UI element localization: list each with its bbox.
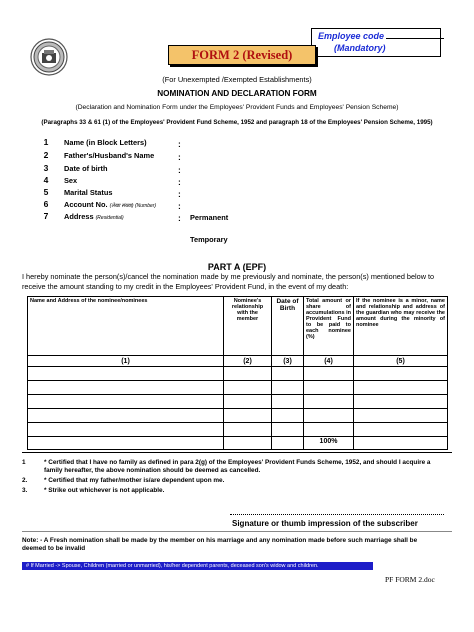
- field-colon: :: [178, 139, 181, 149]
- field-number: 2: [43, 150, 49, 160]
- field-label-dob: Date of birth: [64, 164, 108, 173]
- part-a-text: I hereby nominate the person(s)/cancel the nomination made by me previously and nominate, the person(s) mentioned below to receive the amount standing to my credit in the Employees' Provident Fund, in the event of my death:: [22, 272, 435, 291]
- table-row[interactable]: [28, 381, 448, 395]
- address-sub: (Residential): [95, 215, 124, 221]
- field-colon: :: [178, 152, 181, 162]
- table-header-row: [28, 297, 448, 356]
- table-row[interactable]: [28, 423, 448, 437]
- signature-label: Signature or thumb impression of the subscriber: [232, 519, 418, 528]
- declaration-strike-out: * Strike out whichever is not applicable.: [44, 487, 165, 494]
- field-colon: :: [178, 213, 181, 223]
- field-label-name: Name (in Block Letters): [64, 138, 147, 147]
- header-relationship: Nominee's relationship with the member: [224, 297, 272, 356]
- declaration-number: 1: [22, 459, 26, 466]
- address-permanent-label: Permanent: [190, 213, 229, 222]
- table-row[interactable]: [28, 395, 448, 409]
- field-number: 1: [43, 137, 49, 147]
- employee-code-label: Employee code: [318, 31, 385, 41]
- field-number: 3: [43, 163, 49, 173]
- divider: [22, 531, 452, 532]
- col-number: (2): [224, 356, 272, 367]
- field-label-marital-status: Marital Status: [64, 188, 113, 197]
- col-number: (1): [28, 356, 224, 367]
- field-number: 4: [43, 175, 49, 185]
- epfo-logo: [30, 38, 68, 76]
- account-no-sub: (लेखा संख्या) (Number): [109, 203, 157, 209]
- field-label-sex: Sex: [64, 176, 78, 185]
- header-name-address: Name and Address of the nominee/nominees: [28, 297, 224, 356]
- declaration-no-family: * Certified that I have no family as defined in para 2(g) of the Employees' Provident Funds Scheme, 1952, and should I acquire a family hereafter, the above nomination should be deemed as cancelled.: [44, 459, 431, 475]
- signature-line: [230, 514, 444, 515]
- main-title: NOMINATION AND DECLARATION FORM: [157, 89, 317, 98]
- establishment-subtitle: (For Unexempted /Exempted Establishments): [162, 75, 312, 84]
- field-label-father-husband: Father's/Husband's Name: [64, 151, 155, 160]
- table-column-numbers: [28, 356, 448, 367]
- table-row[interactable]: [28, 367, 448, 381]
- form-title-box: [168, 45, 316, 65]
- declaration-number: 3.: [22, 487, 28, 494]
- married-definition-strip: # If Married -> Spouse, Children (married or unmarried), his/her dependent parents, deceased son's widow and children.: [22, 562, 373, 570]
- divider: [22, 452, 452, 453]
- field-colon: :: [178, 201, 181, 211]
- footer-filename: PF FORM 2.doc: [385, 575, 435, 584]
- field-number: 7: [43, 211, 49, 221]
- header-guardian: If the nominee is a minor, name and relationship and address of the guardian who may receive the amount during the minority of nominee: [354, 297, 448, 356]
- marriage-note: Note: - A Fresh nomination shall be made by the member on his marriage and any nomination made before such marriage shall be deemed to be invalid: [22, 537, 418, 553]
- share-total: 100%: [304, 437, 354, 450]
- employee-code-field[interactable]: [386, 38, 444, 39]
- col-number: (4): [304, 356, 354, 367]
- part-a-title: PART A (EPF): [207, 262, 267, 272]
- col-number: (5): [354, 356, 448, 367]
- form-title: FORM 2 (Revised): [191, 48, 293, 62]
- col-number: (3): [272, 356, 304, 367]
- paragraphs-note: (Paragraphs 33 & 61 (1) of the Employees' Provident Fund Scheme, 1952 and paragraph 18 of the Employees' Pension Scheme, 1995): [41, 119, 433, 126]
- address-temporary-label: Temporary: [190, 235, 228, 244]
- field-label-account-no: Account No. (लेखा संख्या) (Number): [64, 200, 157, 209]
- header-dob: Date of Birth: [272, 297, 304, 356]
- field-label-address: Address (Residential): [64, 212, 124, 221]
- field-colon: :: [178, 165, 181, 175]
- table-row[interactable]: [28, 409, 448, 423]
- declaration-number: 2.: [22, 477, 28, 484]
- field-number: 6: [43, 199, 49, 209]
- field-number: 5: [43, 187, 49, 197]
- declaration-dependent-parents: * Certified that my father/mother is/are dependent upon me.: [44, 477, 225, 484]
- declaration-subheading: (Declaration and Nomination Form under the Employees' Provident Funds and Employees' Pension Scheme): [75, 104, 399, 111]
- employee-code-mandatory: (Mandatory): [334, 43, 386, 53]
- employee-code-box: [311, 28, 441, 57]
- table-total-row: [28, 437, 448, 450]
- field-colon: :: [178, 189, 181, 199]
- nominee-table: [27, 296, 448, 450]
- field-colon: :: [178, 177, 181, 187]
- header-share: Total amount or share of accumulations in Provident Fund to be paid to each nominee (%): [304, 297, 354, 356]
